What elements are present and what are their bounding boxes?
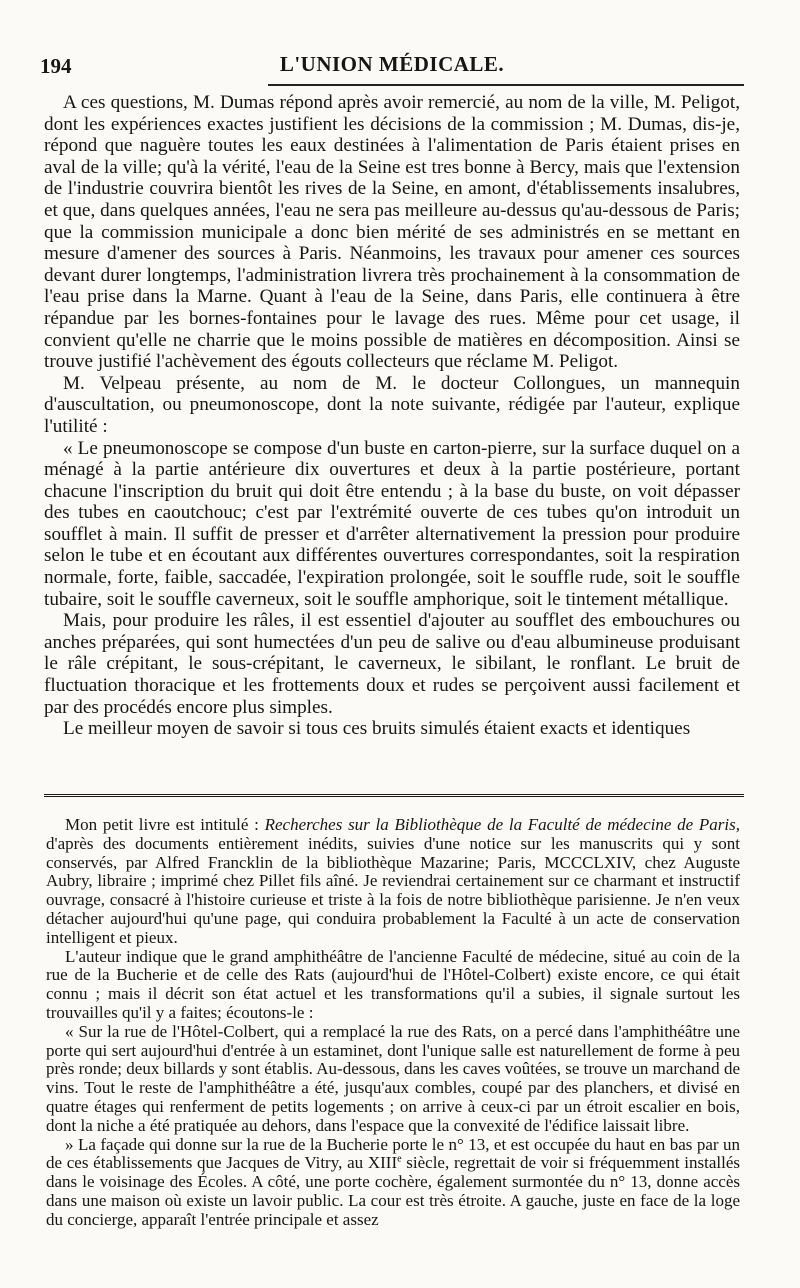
text-span: » La façade qui donne sur la rue de la Bucherie porte le n° 13, et est occupée du haut en bas par un de ces établissements que Jacques de Vitry, au: [46, 1134, 740, 1173]
journal-title: L'UNION MÉDICALE.: [279, 52, 505, 76]
text-span: siècle, regrettait de voir si fréquemment installés dans le voisinage des Écoles. A côté, une porte cochère, également surmontée du n° 13, donne accès dans une maison où existe un lavoir public. La cour est très étroite. A gauche, juste en face de la loge du concierge, apparaît l'entrée principale et assez: [46, 1153, 740, 1229]
page-header: [40, 52, 744, 82]
feuilleton-paragraph: [46, 1136, 740, 1230]
book-title: Recherches sur la Bibliothèque de la Faculté de médecine de Paris,: [264, 815, 740, 834]
paragraph: A ces questions, M. Dumas répond après avoir remercié, au nom de la ville, M. Peligot, dont les expériences exactes justifient les décisions de la commission ; M. Dumas, dis-je, répond que naguère toutes les eaux destinées à l'alimentation de Paris étaient prises en aval de la ville; qu'à la vérité, l'eau de la Seine est tres bonne à Bercy, mais que l'extension de l'industrie couvrira bientôt les rives de la Seine, en amont, d'établissements insalubres, et que, dans quelques années, l'eau ne sera pas meilleure au-dessus qu'au-dessous de Paris; que la commission municipale a donc bien mérité de ses administrés en se mettant en mesure d'amener des sources à Paris. Néanmoins, les travaux pour amener ces sources devant durer longtemps, l'administration livrera très prochainement à la consommation de l'eau prise dans la Marne. Quant à l'eau de la Seine, dans Paris, elle continuera à être répandue par les bornes-fontaines pour le lavage des rues. Même pour cet usage, il convient qu'elle ne charrie que le moins possible de matières en décomposition. Ainsi se trouve justifié l'achèvement des égouts collecteurs que réclame M. Peligot.: [44, 92, 740, 373]
century-numeral: XIII: [367, 1153, 398, 1173]
paragraph: Le meilleur moyen de savoir si tous ces bruits simulés étaient exacts et identiques: [63, 718, 691, 740]
paragraph: Mais, pour produire les râles, il est essentiel d'ajouter au soufflet des embouchures ou anches préparées, qui sont humectées d'un peu de salive ou d'eau albumineuse produisant le râle crépitant, le sous-crépitant, le caverneux, le sibilant, le ronflant. Le bruit de fluctuation thoracique et les frottements doux et rudes se perçoivent aussi facilement et par des procédés encore plus simples.: [44, 610, 740, 718]
text-span: d'après des documents entièrement inédits, suivies d'une notice sur les manuscrits qui y sont conservés, par Alfred Francklin de la bibliothèque Mazarine; Paris, MCCCLXIV, chez Auguste Aubry, libraire ; imprimé chez Pillet fils aîné. Je reviendrai certainement sur ce charmant et instructif ouvrage, consacré à l'histoire curieuse et triste à la fois de notre bibliothèque parisienne. Je n'en veux détacher aujourd'hui qu'une page, qui conduira probablement la Faculté à un acte de conservation intelligent et pieux.: [46, 833, 740, 947]
paragraph: « Le pneumonoscope se compose d'un buste en carton-pierre, sur la surface duquel on a ménagé à la partie antérieure dix ouvertures et deux à la partie postérieure, portant chacune l'inscription du bruit qui doit être entendu ; à la base du buste, on voit dépasser des tubes en caoutchouc; c'est par l'extrémité ouverte de ces tubes qu'on introduit un soufflet à main. Il suffit de presser et d'arrêter alternativement la pression pour produire selon le tube et en écoutant aux différentes ouvertures correspondantes, soit la respiration normale, forte, faible, saccadée, l'expiration prolongée, soit le souffle rude, soit le souffle tubaire, soit le souffle caverneux, soit le souffle amphorique, soit le tintement métallique.: [44, 437, 740, 610]
feuilleton-paragraph: [46, 816, 740, 948]
feuilleton-section: [46, 816, 740, 1230]
century-superscript: e: [397, 1153, 402, 1165]
paragraph: M. Velpeau présente, au nom de M. le docteur Collongues, un mannequin d'auscultation, ou pneumonoscope, dont la note suivante, rédigée par l'auteur, explique l'utilité :: [44, 372, 740, 437]
feuilleton-paragraph: L'auteur indique que le grand amphithéâtre de l'ancienne Faculté de médecine, situé au coin de la rue de la Bucherie et de celle des Rats (aujourd'hui de l'Hôtel-Colbert) existe encore, ce qui était connu ; mais il décrit son état actuel et les transformations qu'il a subies, il signale surtout les trouvailles qu'il y a faites; écoutons-le :: [46, 946, 740, 1022]
feuilleton-paragraph: « Sur la rue de l'Hôtel-Colbert, qui a remplacé la rue des Rats, on a percé dans l'amphithéâtre une porte qui sert aujourd'hui d'entrée à un estaminet, dont l'unique salle est naturellement de forme à peu près ronde; deux billards y sont établis. Au-dessous, dans les caves voûtées, se trouve un marchand de vins. Tout le reste de l'amphithéâtre a été, jusqu'aux combles, coupé par des planchers, et divisé en quatre étages qui renferment de petits logements ; on arrive à ceux-ci par un étroit escalier en bois, dont la niche a été pratiquée au dehors, dans l'espace que la convexité de l'édifice laissait libre.: [46, 1021, 740, 1135]
text-span: Mon petit livre est intitulé :: [65, 815, 265, 834]
header-rule: [268, 84, 744, 86]
feuilleton-divider: [44, 794, 744, 800]
main-article: [44, 92, 740, 740]
page-number: 194: [40, 54, 72, 78]
